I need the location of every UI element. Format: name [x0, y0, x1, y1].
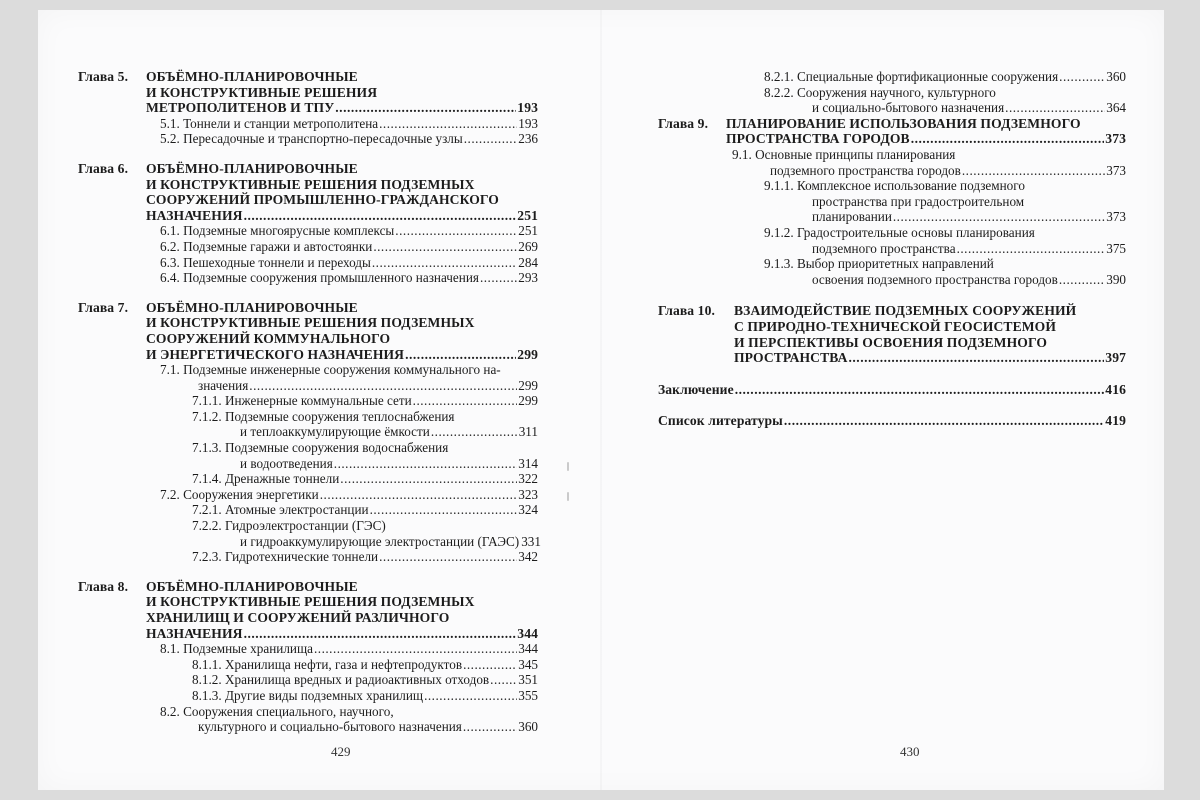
- dot-leader: [464, 131, 517, 147]
- dot-leader: [395, 223, 517, 239]
- toc-chapter-line: [658, 319, 1126, 335]
- toc-backmatter-entry[interactable]: [658, 413, 1126, 429]
- toc-line: [78, 704, 538, 720]
- chapter-spacer: [78, 565, 538, 579]
- toc-entry[interactable]: [78, 549, 538, 565]
- dot-leader: [244, 208, 517, 224]
- toc-page-number: 331: [521, 533, 541, 549]
- toc-text: 8.2.1. Специальные фортификационные сооружения: [764, 69, 1059, 84]
- toc-text: 9.1.2. Градостроительные основы планирования: [764, 224, 1035, 240]
- toc-text: 7.2.1. Атомные электростанции: [192, 502, 369, 518]
- toc-text: 8.1.1. Хранилища нефти, газа и нефтепродуктов: [192, 656, 463, 672]
- chapter-title: МЕТРОПОЛИТЕНОВ И ТПУ: [146, 100, 335, 116]
- toc-entry[interactable]: [658, 178, 1126, 225]
- toc-text: 7.1.3. Подземные сооружения водоснабжения: [192, 440, 449, 456]
- chapter-spacer: [658, 366, 1126, 382]
- toc-entry[interactable]: [78, 502, 538, 518]
- toc-page-number: 193: [518, 115, 538, 131]
- toc-text: 7.1. Подземные инженерные сооружения коммунального на-: [160, 362, 501, 378]
- toc-page-number: 299: [517, 346, 538, 362]
- toc-line: [658, 178, 1126, 194]
- dot-leader: [480, 270, 517, 286]
- toc-page-number: 355: [518, 687, 538, 703]
- toc-page-number: 299: [518, 393, 538, 409]
- toc-page-number: 324: [518, 502, 538, 518]
- toc-line: [78, 549, 538, 565]
- toc-chapter-line: [658, 413, 1126, 429]
- toc-line: [78, 378, 538, 394]
- toc-line: [78, 471, 538, 487]
- toc-entry[interactable]: [78, 131, 538, 147]
- toc-entry[interactable]: [78, 393, 538, 409]
- toc-text: 7.2.2. Гидроэлектростанции (ГЭС): [192, 518, 386, 534]
- toc-line: [658, 272, 1126, 288]
- scan-speck: [567, 492, 569, 501]
- toc-entry[interactable]: [78, 239, 538, 255]
- chapter-title: ОБЪЁМНО-ПЛАНИРОВОЧНЫЕ: [146, 69, 358, 84]
- toc-line: [78, 487, 538, 503]
- toc-entry[interactable]: [78, 641, 538, 657]
- dot-leader: [379, 549, 517, 565]
- toc-entry[interactable]: [78, 409, 538, 440]
- toc-chapter-line: [658, 382, 1126, 398]
- toc-line: [78, 688, 538, 704]
- toc-chapter-entry[interactable]: [658, 303, 1126, 365]
- toc-text: 8.1.2. Хранилища вредных и радиоактивных отходов: [192, 672, 490, 688]
- toc-entry[interactable]: [78, 116, 538, 132]
- toc-line: [78, 362, 538, 378]
- toc-chapter-entry[interactable]: [78, 69, 538, 116]
- toc-entry[interactable]: [78, 440, 538, 471]
- toc-text: 5.2. Пересадочные и транспортно-пересадочные узлы: [160, 131, 463, 147]
- toc-page-number: 364: [1106, 100, 1126, 116]
- chapter-title: ОБЪЁМНО-ПЛАНИРОВОЧНЫЕ: [146, 299, 358, 315]
- toc-text: планировании: [812, 209, 892, 225]
- toc-right: [658, 69, 1126, 429]
- toc-line: [658, 194, 1126, 210]
- book-spread: [38, 10, 1164, 790]
- chapter-title: С ПРИРОДНО-ТЕХНИЧЕСКОЙ ГЕОСИСТЕМОЙ: [734, 318, 1057, 334]
- toc-chapter-line: [78, 331, 538, 347]
- right-page: [600, 10, 1126, 790]
- toc-text: 7.2. Сооружения энергетики: [160, 486, 319, 502]
- toc-chapter-line: [78, 594, 538, 610]
- toc-line: [78, 393, 538, 409]
- dot-leader: [249, 378, 517, 394]
- toc-entry[interactable]: [78, 487, 538, 503]
- toc-line: [78, 255, 538, 271]
- toc-chapter-line: [78, 161, 538, 177]
- toc-entry[interactable]: [78, 270, 538, 286]
- toc-page-number: 251: [517, 207, 538, 223]
- toc-page-number: 342: [518, 549, 538, 565]
- toc-text: и социально-бытового назначения: [812, 100, 1005, 116]
- toc-text: подземного пространства: [812, 240, 956, 256]
- page-number-right: 430: [900, 744, 920, 759]
- toc-page-number: 293: [518, 270, 538, 286]
- toc-entry[interactable]: [78, 704, 538, 735]
- toc-text: и водоотведения: [240, 455, 333, 471]
- chapter-title: И ЭНЕРГЕТИЧЕСКОГО НАЗНАЧЕНИЯ: [146, 346, 405, 362]
- toc-text: 8.2. Сооружения специального, научного,: [160, 703, 394, 719]
- chapter-title: ОБЪЁМНО-ПЛАНИРОВОЧНЫЕ: [146, 578, 358, 594]
- toc-line: [658, 100, 1126, 116]
- toc-line: [78, 239, 538, 255]
- chapter-label: Глава 6.: [78, 160, 129, 176]
- chapter-title: ВЗАИМОДЕЙСТВИЕ ПОДЗЕМНЫХ СООРУЖЕНИЙ: [734, 303, 1077, 319]
- toc-chapter-line: [78, 208, 538, 224]
- chapter-spacer: [78, 286, 538, 300]
- dot-leader: [370, 502, 518, 518]
- toc-line: [658, 69, 1126, 85]
- toc-entry[interactable]: [658, 69, 1126, 85]
- chapter-label: Глава 7.: [78, 299, 129, 315]
- chapter-title: И КОНСТРУКТИВНЫЕ РЕШЕНИЯ ПОДЗЕМНЫХ: [146, 176, 475, 192]
- backmatter-title: Список литературы: [658, 413, 783, 429]
- toc-line: [78, 641, 538, 657]
- dot-leader: [424, 688, 517, 704]
- dot-leader: [372, 255, 517, 271]
- toc-line: [78, 440, 538, 456]
- toc-line: [78, 672, 538, 688]
- toc-text: 9.1. Основные принципы планирования: [732, 146, 956, 162]
- dot-leader: [340, 471, 517, 487]
- chapter-title: ОБЪЁМНО-ПЛАНИРОВОЧНЫЕ: [146, 160, 358, 176]
- dot-leader: [320, 487, 518, 503]
- chapter-title: ПРОСТРАНСТВА: [734, 350, 848, 366]
- page-number-left: 429: [331, 744, 351, 759]
- chapter-title: ХРАНИЛИЩ И СООРУЖЕНИЙ РАЗЛИЧНОГО: [146, 610, 450, 625]
- dot-leader: [405, 347, 516, 363]
- toc-line: [78, 270, 538, 286]
- dot-leader: [1059, 272, 1105, 288]
- dot-leader: [1005, 100, 1105, 116]
- toc-text: 8.1. Подземные хранилища: [160, 641, 313, 657]
- toc-chapter-line: [78, 85, 538, 101]
- toc-page-number: 390: [1106, 271, 1126, 287]
- toc-page-number: 360: [518, 719, 538, 735]
- toc-page-number: 344: [518, 641, 538, 657]
- toc-entry[interactable]: [78, 223, 538, 239]
- toc-entry[interactable]: [78, 688, 538, 704]
- toc-page-number: 345: [518, 656, 538, 672]
- toc-chapter-line: [78, 626, 538, 642]
- toc-page-number: 251: [518, 223, 538, 239]
- dot-leader: [490, 672, 517, 688]
- dot-leader: [314, 641, 517, 657]
- dot-leader: [784, 413, 1104, 429]
- chapter-label: Глава 10.: [658, 303, 715, 319]
- dot-leader: [893, 209, 1105, 225]
- chapter-title: И КОНСТРУКТИВНЫЕ РЕШЕНИЯ ПОДЗЕМНЫХ: [146, 315, 475, 331]
- toc-text: 9.1.1. Комплексное использование подземного: [764, 178, 1025, 194]
- toc-line: [78, 424, 538, 440]
- toc-page-number: 299: [518, 377, 538, 393]
- toc-line: [658, 225, 1126, 241]
- toc-page-number: 344: [517, 625, 538, 641]
- scan-speck: [567, 462, 569, 471]
- dot-leader: [379, 116, 517, 132]
- toc-text: 8.2.2. Сооружения научного, культурного: [764, 84, 996, 100]
- chapter-title: НАЗНАЧЕНИЯ: [146, 625, 243, 641]
- toc-chapter-line: [78, 69, 538, 85]
- toc-text: 8.1.3. Другие виды подземных хранилищ: [192, 687, 424, 703]
- toc-chapter-line: [78, 100, 538, 116]
- toc-page-number: 236: [518, 131, 538, 147]
- chapter-title: ПРОСТРАНСТВА ГОРОДОВ: [726, 131, 910, 147]
- toc-page-number: 416: [1105, 381, 1126, 397]
- toc-entry[interactable]: [658, 256, 1126, 287]
- toc-page-number: 193: [517, 100, 538, 116]
- toc-page-number: 311: [518, 424, 538, 440]
- toc-entry[interactable]: [78, 471, 538, 487]
- chapter-spacer: [658, 287, 1126, 303]
- toc-chapter-line: [658, 116, 1126, 132]
- dot-leader: [334, 456, 517, 472]
- backmatter-title: Заключение: [658, 381, 734, 397]
- toc-chapter-line: [78, 347, 538, 363]
- dot-leader: [962, 163, 1105, 179]
- toc-chapter-line: [658, 131, 1126, 147]
- toc-chapter-entry[interactable]: [658, 116, 1126, 147]
- toc-text: подземного пространства городов: [770, 162, 961, 178]
- toc-line: [78, 502, 538, 518]
- toc-page-number: 375: [1106, 240, 1126, 256]
- chapter-title: ПЛАНИРОВАНИЕ ИСПОЛЬЗОВАНИЯ ПОДЗЕМНОГО: [726, 115, 1081, 131]
- toc-page-number: 373: [1106, 209, 1126, 225]
- toc-line: [78, 719, 538, 735]
- toc-chapter-entry[interactable]: [78, 161, 538, 223]
- toc-entry[interactable]: [78, 362, 538, 393]
- toc-chapter-line: [78, 192, 538, 208]
- toc-entry[interactable]: [78, 518, 541, 549]
- toc-page-number: 373: [1106, 162, 1126, 178]
- toc-entry[interactable]: [78, 255, 538, 271]
- toc-line: [658, 256, 1126, 272]
- toc-line: [78, 657, 538, 673]
- toc-entry[interactable]: [78, 657, 538, 673]
- dot-leader: [463, 719, 517, 735]
- toc-entry[interactable]: [658, 147, 1126, 178]
- toc-chapter-line: [78, 177, 538, 193]
- dot-leader: [849, 350, 1105, 366]
- toc-chapter-line: [78, 300, 538, 316]
- toc-text: и гидроаккумулирующие электростанции (ГАЭС): [240, 533, 520, 549]
- dot-leader: [373, 239, 517, 255]
- toc-text: 7.1.4. Дренажные тоннели: [192, 471, 340, 487]
- toc-line: [658, 241, 1126, 257]
- chapter-title: СООРУЖЕНИЙ КОММУНАЛЬНОГО: [146, 330, 391, 346]
- toc-line: [78, 116, 538, 132]
- toc-text: 6.1. Подземные многоярусные комплексы: [160, 223, 395, 239]
- chapter-title: СООРУЖЕНИЙ ПРОМЫШЛЕННО-ГРАЖДАНСКОГО: [146, 192, 499, 208]
- dot-leader: [431, 424, 518, 440]
- toc-chapter-line: [658, 335, 1126, 351]
- toc-text: 6.2. Подземные гаражи и автостоянки: [160, 238, 373, 254]
- toc-text: 7.2.3. Гидротехнические тоннели: [192, 549, 379, 565]
- toc-line: [658, 147, 1126, 163]
- dot-leader: [463, 657, 517, 673]
- chapter-spacer: [78, 147, 538, 161]
- dot-leader: [735, 382, 1105, 398]
- toc-page-number: 314: [518, 455, 538, 471]
- toc-chapter-entry[interactable]: [78, 300, 538, 362]
- dot-leader: [335, 100, 516, 116]
- chapter-label: Глава 9.: [658, 115, 709, 131]
- toc-line: [78, 409, 538, 425]
- toc-chapter-line: [78, 610, 538, 626]
- toc-text: 6.4. Подземные сооружения промышленного назначения: [160, 270, 479, 286]
- toc-backmatter-entry[interactable]: [658, 382, 1126, 398]
- dot-leader: [957, 241, 1106, 257]
- toc-page-number: 284: [518, 254, 538, 270]
- chapter-title: И КОНСТРУКТИВНЫЕ РЕШЕНИЯ ПОДЗЕМНЫХ: [146, 594, 475, 610]
- toc-entry[interactable]: [658, 225, 1126, 256]
- toc-page-number: 351: [518, 672, 538, 688]
- dot-leader: [244, 626, 517, 642]
- toc-chapter-line: [658, 303, 1126, 319]
- toc-text: значения: [198, 377, 249, 393]
- toc-page-number: 360: [1106, 69, 1126, 84]
- toc-chapter-entry[interactable]: [78, 579, 538, 641]
- dot-leader: [1059, 69, 1105, 85]
- toc-page-number: 323: [518, 486, 538, 502]
- toc-text: освоения подземного пространства городов: [812, 271, 1058, 287]
- toc-entry[interactable]: [78, 672, 538, 688]
- toc-chapter-line: [78, 315, 538, 331]
- toc-text: 9.1.3. Выбор приоритетных направлений: [764, 256, 994, 272]
- toc-page-number: 373: [1105, 131, 1126, 147]
- toc-line: [78, 456, 538, 472]
- toc-page-number: 419: [1105, 413, 1126, 429]
- toc-line: [658, 85, 1126, 101]
- toc-line: [658, 209, 1126, 225]
- chapter-label: Глава 8.: [78, 578, 129, 594]
- toc-text: 6.3. Пешеходные тоннели и переходы: [160, 254, 371, 270]
- toc-chapter-line: [78, 579, 538, 595]
- toc-page-number: 397: [1105, 350, 1126, 366]
- toc-page-number: 269: [518, 238, 538, 254]
- chapter-title: НАЗНАЧЕНИЯ: [146, 207, 243, 223]
- toc-line: [78, 223, 538, 239]
- chapter-title: И КОНСТРУКТИВНЫЕ РЕШЕНИЯ: [146, 84, 378, 100]
- toc-line: [78, 131, 538, 147]
- toc-entry[interactable]: [658, 85, 1126, 116]
- dot-leader: [911, 131, 1105, 147]
- left-page: [78, 10, 541, 790]
- chapter-spacer: [658, 397, 1126, 413]
- dot-leader: [413, 393, 518, 409]
- toc-text: культурного и социально-бытового назначения: [198, 719, 462, 735]
- toc-line: [78, 533, 541, 550]
- toc-text: 7.1.2. Подземные сооружения теплоснабжения: [192, 408, 455, 424]
- toc-page-number: 322: [518, 471, 538, 487]
- toc-text: пространства при градостроительном: [812, 193, 1025, 209]
- toc-left: [78, 69, 541, 735]
- toc-text: 5.1. Тоннели и станции метрополитена: [160, 115, 379, 131]
- chapter-title: И ПЕРСПЕКТИВЫ ОСВОЕНИЯ ПОДЗЕМНОГО: [734, 334, 1048, 350]
- toc-chapter-line: [658, 350, 1126, 366]
- toc-text: и теплоаккумулирующие ёмкости: [240, 424, 430, 440]
- toc-line: [658, 163, 1126, 179]
- chapter-label: Глава 5.: [78, 69, 129, 84]
- toc-text: 7.1.1. Инженерные коммунальные сети: [192, 393, 412, 409]
- toc-line: [78, 518, 538, 534]
